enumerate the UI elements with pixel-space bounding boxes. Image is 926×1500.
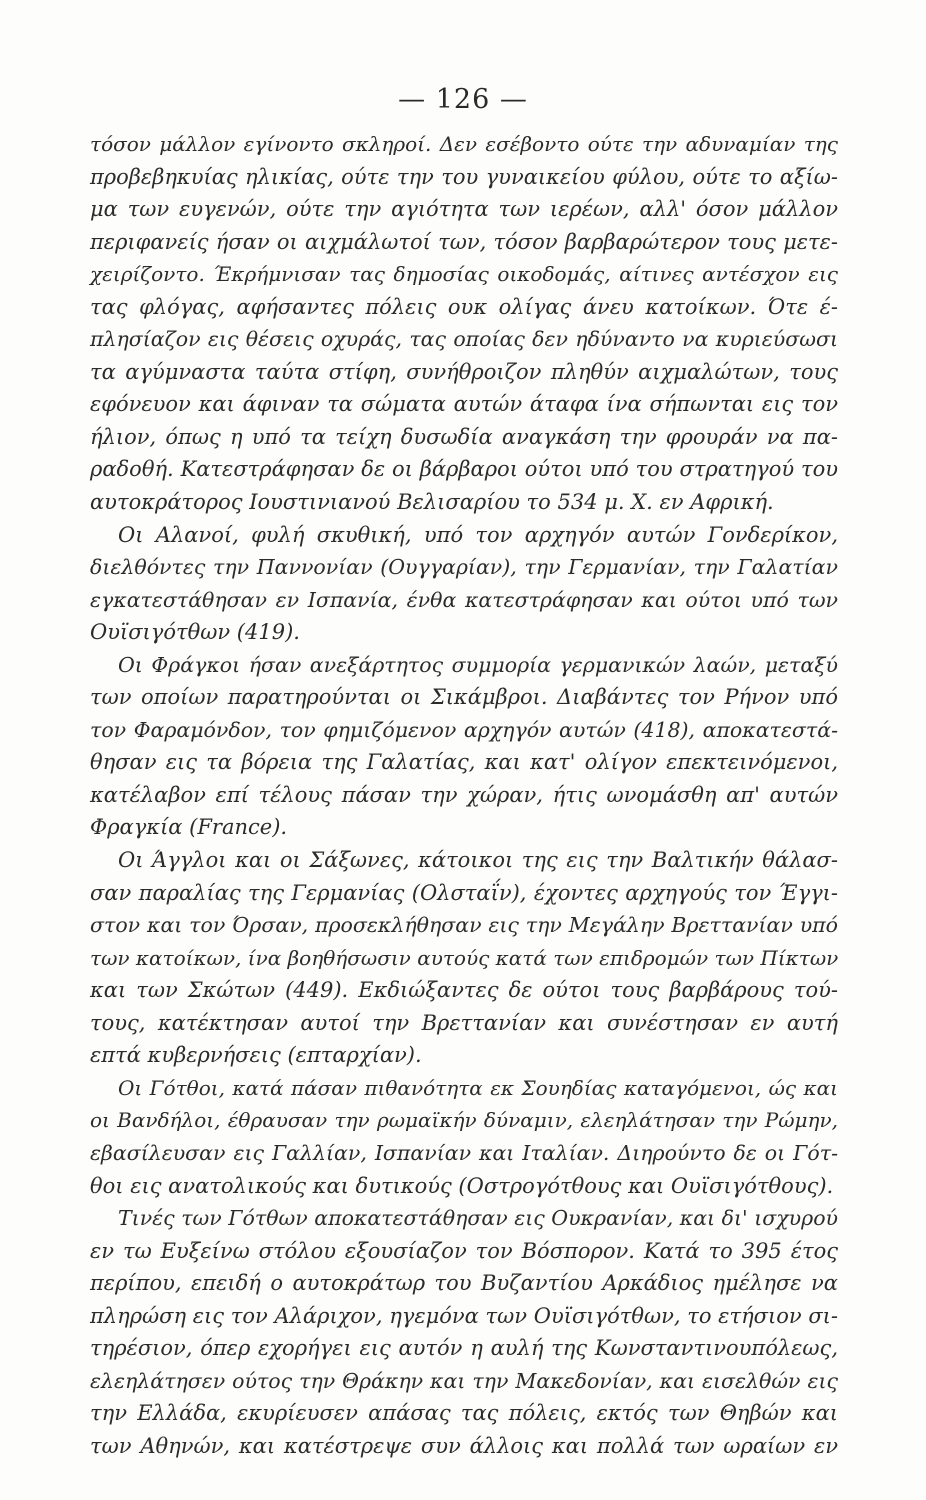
text-line: εβασίλευσαν εις Γαλλίαν, Ισπανίαν και Ιταλίαν. Διηρούντο δε οι Γότ- [90,1140,838,1165]
text-line: Τινές των Γότθων αποκατεστάθησαν εις Ουκρανίαν, και δι' ισχυρού [118,1206,838,1231]
text-line: αυτοκράτορος Ιουστινιανού Βελισαρίου το 534 μ. Χ. εν Αφρική. [90,490,774,515]
text-line: επτά κυβερνήσεις (επταρχίαν). [90,1043,422,1068]
text-line: τα αγύμναστα ταύτα στίφη, συνήθροιζον πληθύν αιχμαλώτων, τους [90,359,838,384]
text-line: κατέλαβον επί τέλους πάσαν την χώραν, ήτις ωνομάσθη απ' αυτών [90,782,838,807]
text-line: τον Φαραμόνδον, τον φημιζόμενον αρχηγόν αυτών (418), αποκατεστά- [90,717,838,742]
text-line: τόσον μάλλον εγίνοντο σκληροί. Δεν εσέβοντο ούτε την αδυναμίαν της [90,132,838,156]
text-line: περιφανείς ήσαν οι αιχμάλωτοί των, τόσον βαρβαρώτερον τους μετε- [90,229,838,254]
text-line: προβεβηκυίας ηλικίας, ούτε την του γυναικείου φύλου, ούτε το αξίω- [90,164,838,189]
text-line: Ουϊσιγότθων (419). [90,620,300,645]
text-line: Οι Γότθοι, κατά πάσαν πιθανότητα εκ Σουηδίας καταγόμενοι, ώς και [118,1075,838,1100]
text-line: θοι εις ανατολικούς και δυτικούς (Οστρογότθους και Ουϊσιγότθους). [90,1173,834,1198]
text-line: Οι Αλανοί, φυλή σκυθική, υπό τον αρχηγόν αυτών Γονδερίκον, [118,522,838,547]
text-line: εν τω Ευξείνω στόλου εξουσίαζον τον Βόσπορον. Κατά το 395 έτος [90,1238,838,1263]
text-line: μα των ευγενών, ούτε την αγιότητα των ιερέων, αλλ' όσον μάλλον [90,197,838,222]
text-line: ραδοθή. Κατεστράφησαν δε οι βάρβαροι ούτοι υπό του στρατηγού του [90,457,838,482]
text-line: Οι Άγγλοι και οι Σάξωνες, κάτοικοι της εις την Βαλτικήν θάλασ- [118,848,838,873]
text-line: τας φλόγας, αφήσαντες πόλεις ουκ ολίγας άνευ κατοίκων. Ότε έ- [90,294,838,319]
page-number: — 126 — [398,84,528,115]
text-line: Οι Φράγκοι ήσαν ανεξάρτητος συμμορία γερμανικών λαών, μεταξύ [118,652,838,677]
text-line: ήλιον, όπως η υπό τα τείχη δυσωδία αναγκάση την φρουράν να πα- [90,424,838,449]
body-text [90,128,838,1462]
text-line: των κατοίκων, ίνα βοηθήσωσιν αυτούς κατά των επιδρομών των Πίκτων [90,945,839,970]
text-line: και των Σκώτων (449). Εκδιώξαντες δε ούτοι τους βαρβάρους τού- [90,978,838,1003]
text-line: πλησίαζον εις θέσεις οχυράς, τας οποίας δεν ηδύναντο να κυριεύσωσι [90,327,838,352]
text-line: σαν παραλίας της Γερμανίας (Ολσταΐν), έχοντες αρχηγούς τον Έγγι- [90,880,838,905]
text-line: Φραγκία (France). [90,815,288,840]
text-line: διελθόντες την Παννονίαν (Ουγγαρίαν), την Γερμανίαν, την Γαλατίαν [90,555,838,580]
text-line: των Αθηνών, και κατέστρεψε συν άλλοις και πολλά των ωραίων εν [90,1433,838,1458]
text-line: εφόνευον και άφιναν τα σώματα αυτών άταφα ίνα σήπωνται εις τον [90,392,838,417]
text-line: οι Βανδήλοι, έθραυσαν την ρωμαϊκήν δύναμιν, ελεηλάτησαν την Ρώμην, [90,1108,838,1133]
text-line: τους, κατέκτησαν αυτοί την Βρεττανίαν και συνέστησαν εν αυτή [90,1010,838,1035]
text-line: των οποίων παρατηρούνται οι Σικάμβροι. Διαβάντες τον Ρήνον υπό [90,685,838,710]
text-line: τηρέσιον, όπερ εχορήγει εις αυτόν η αυλή της Κωνσταντινουπόλεως, [90,1336,838,1361]
text-line: στον και τον Όρσαν, προσεκλήθησαν εις την Μεγάλην Βρεττανίαν υπό [90,913,838,938]
text-line: την Ελλάδα, εκυρίευσεν απάσας τας πόλεις, εκτός των Θηβών και [90,1401,838,1426]
text-line: εγκατεστάθησαν εν Ισπανία, ένθα κατεστράφησαν και ούτοι υπό των [90,587,838,612]
text-line: πληρώση εις τον Αλάριχον, ηγεμόνα των Ουϊσιγότθων, το ετήσιον σι- [90,1303,838,1328]
text-line: χειρίζοντο. Έκρήμνισαν τας δημοσίας οικοδομάς, αίτινες αντέσχον εις [90,262,838,287]
text-line: θησαν εις τα βόρεια της Γαλατίας, και κατ' ολίγον επεκτεινόμενοι, [90,750,838,775]
text-line: περίπου, επειδή ο αυτοκράτωρ του Βυζαντίου Αρκάδιος ημέλησε να [90,1271,838,1296]
text-line: ελεηλάτησεν ούτος την Θράκην και την Μακεδονίαν, και εισελθών εις [90,1368,838,1393]
